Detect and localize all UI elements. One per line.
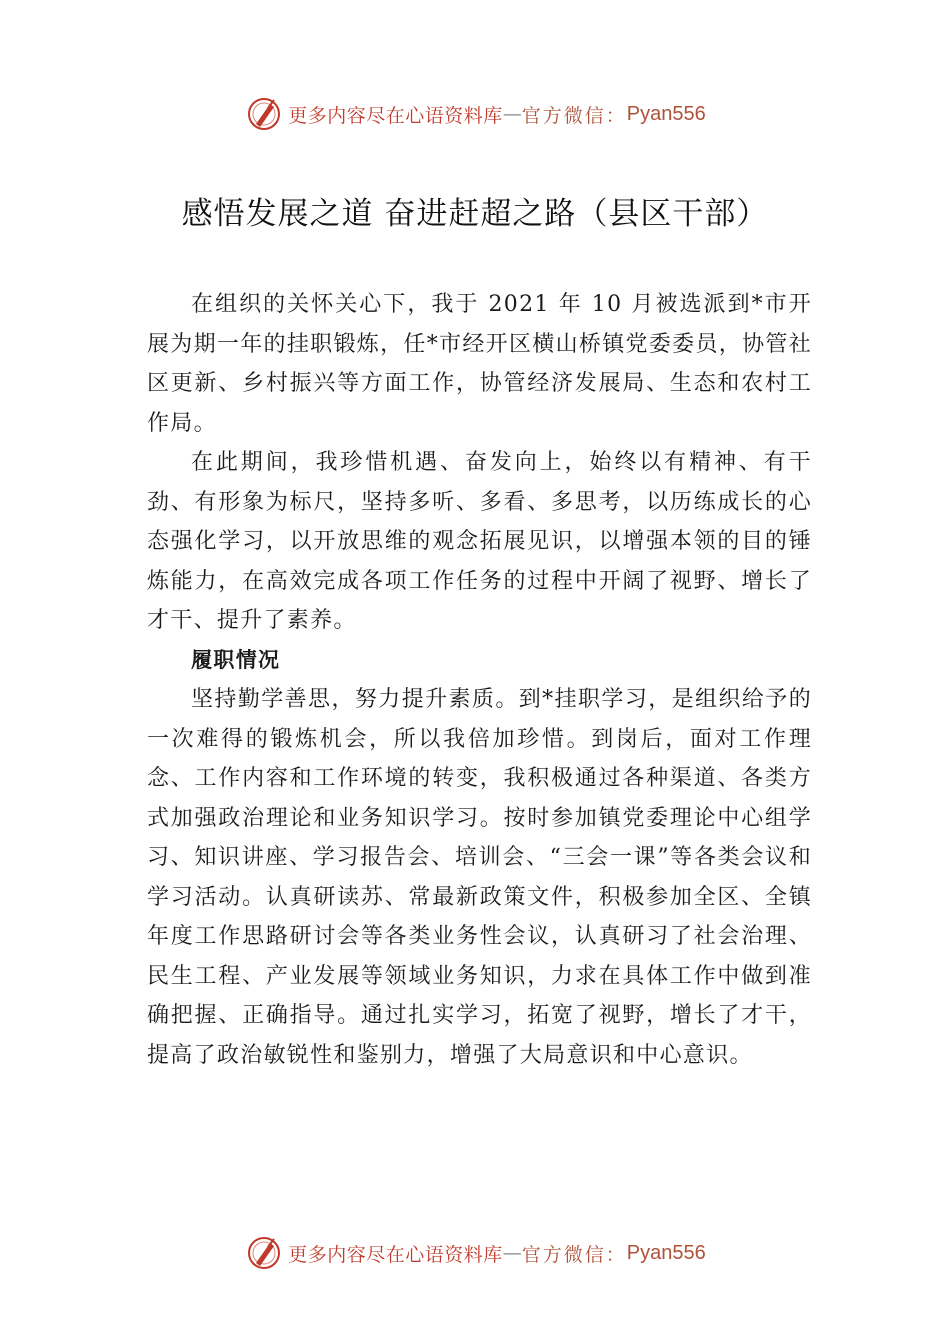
header-wechat-label: 官方微信：	[521, 104, 627, 127]
section-heading: 履职情况	[191, 647, 281, 672]
paragraph-overview: 在此期间，我珍惜机遇、奋发向上，始终以有精神、有干劲、有形象为标尺，坚持多听、多看、多思考，以历练成长的心态强化学习，以开放思维的观念拓展见识，以增强本领的目的锤炼能力，在高效完成各项工作任务的过程中开阔了视野、增长了才干、提升了素养。	[147, 450, 812, 633]
footer-wechat-id: Pyan556	[626, 1241, 706, 1264]
header-watermark	[0, 94, 950, 134]
paragraph-study: 坚持勤学善思，努力提升素质。到*挂职学习，是组织给予的一次难得的锻炼机会，所以我倍加珍惜。到岗后，面对工作理念、工作内容和工作环境的转变，我积极通过各种渠道、各类方式加强政治理论和业务知识学习。按时参加镇党委理论中心组学习、知识讲座、学习报告会、培训会、“三会一课”等各类会议和学习活动。认真研读苏、常最新政策文件，积极参加全区、全镇年度工作思路研讨会等各类业务性会议，认真研习了社会治理、民生工程、产业发展等领域业务知识，力求在具体工作中做到准确把握、正确指导。通过扎实学习，拓宽了视野，增长了才干，提高了政治敏锐性和鉴别力，增强了大局意识和中心意识。	[147, 687, 812, 1068]
footer-dash: —	[502, 1242, 522, 1264]
header-dash: —	[502, 103, 522, 125]
paragraph-intro: 在组织的关怀关心下，我于 2021 年 10 月被选派到*市开展为期一年的挂职锻炼，任*市经开区横山桥镇党委委员，协管社区更新、乡村振兴等方面工作，协管经济发展局、生态和农村工作局。	[147, 292, 812, 436]
document-body	[147, 285, 812, 1075]
footer-wechat-label: 官方微信：	[521, 1243, 627, 1266]
header-brand-text: 更多内容尽在心语资料库	[288, 104, 503, 127]
pen-nib-logo-icon	[244, 94, 284, 134]
pen-nib-logo-icon	[244, 1233, 284, 1273]
footer-watermark	[0, 1233, 950, 1273]
footer-brand-text: 更多内容尽在心语资料库	[288, 1243, 503, 1266]
header-wechat-id: Pyan556	[626, 102, 706, 125]
document-title: 感悟发展之道 奋进赶超之路（县区干部）	[181, 196, 769, 232]
